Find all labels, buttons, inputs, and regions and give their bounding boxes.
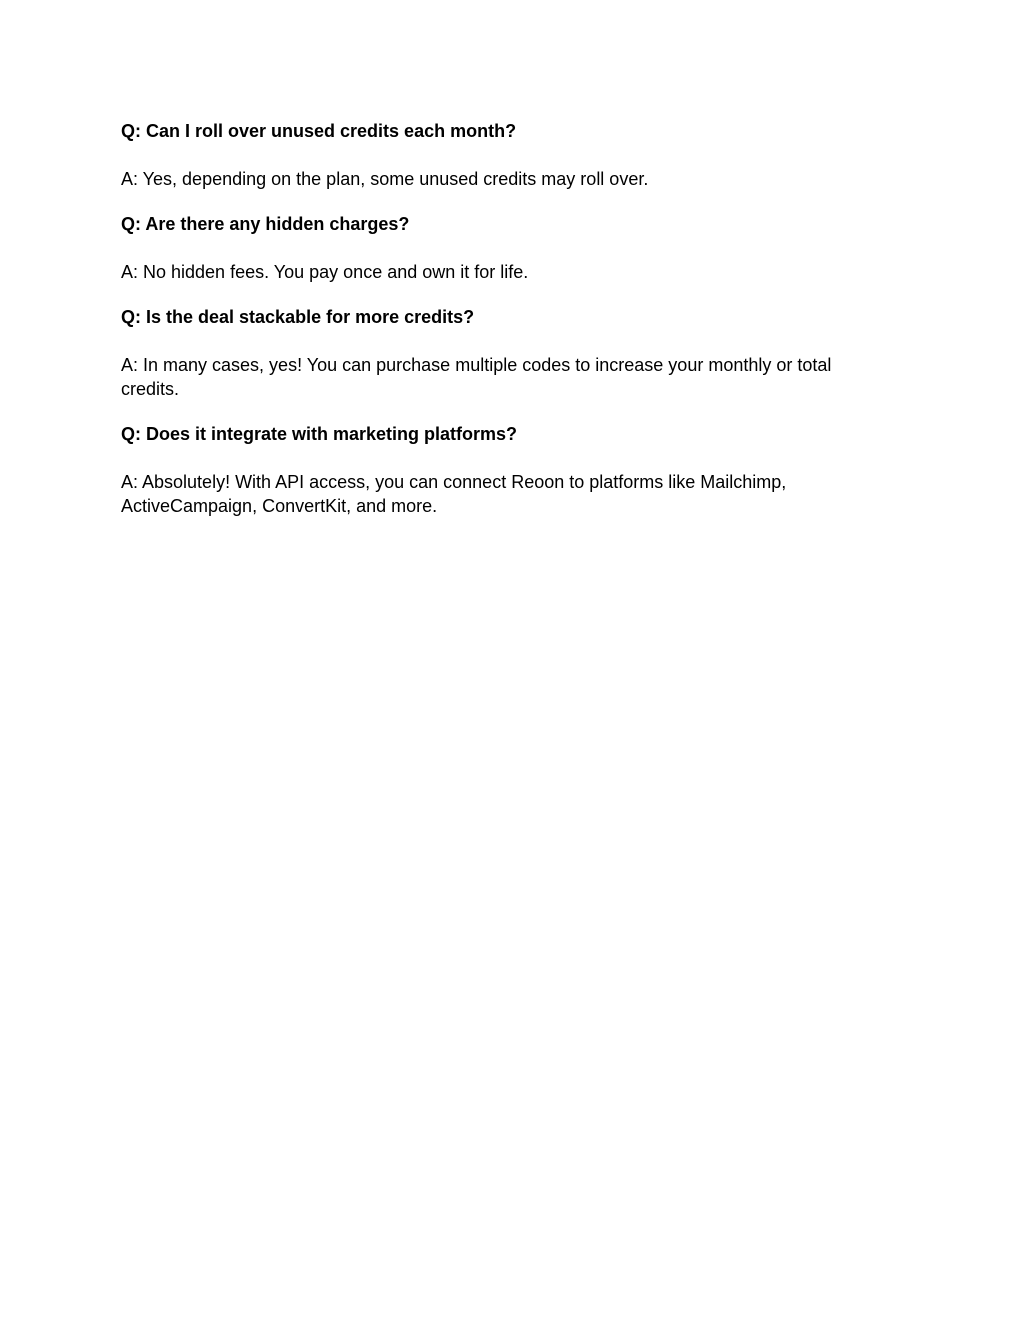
faq-question: Q: Are there any hidden charges? <box>121 214 410 234</box>
faq-question: Q: Is the deal stackable for more credits? <box>121 307 475 327</box>
faq-item-hidden-charges <box>121 212 861 284</box>
faq-answer: A: Absolutely! With API access, you can connect Reoon to platforms like Mailchimp, ActiveCampaign, ConvertKit, and more. <box>121 472 787 516</box>
faq-item-stackable <box>121 305 861 401</box>
faq-question: Q: Can I roll over unused credits each month? <box>121 121 517 141</box>
faq-answer: A: Yes, depending on the plan, some unused credits may roll over. <box>121 169 649 189</box>
faq-section <box>121 119 861 539</box>
faq-item-integrations <box>121 422 861 518</box>
faq-answer: A: In many cases, yes! You can purchase multiple codes to increase your monthly or total credits. <box>121 355 832 399</box>
faq-item-rollover <box>121 119 861 191</box>
faq-question: Q: Does it integrate with marketing platforms? <box>121 424 518 444</box>
faq-answer: A: No hidden fees. You pay once and own it for life. <box>121 262 529 282</box>
